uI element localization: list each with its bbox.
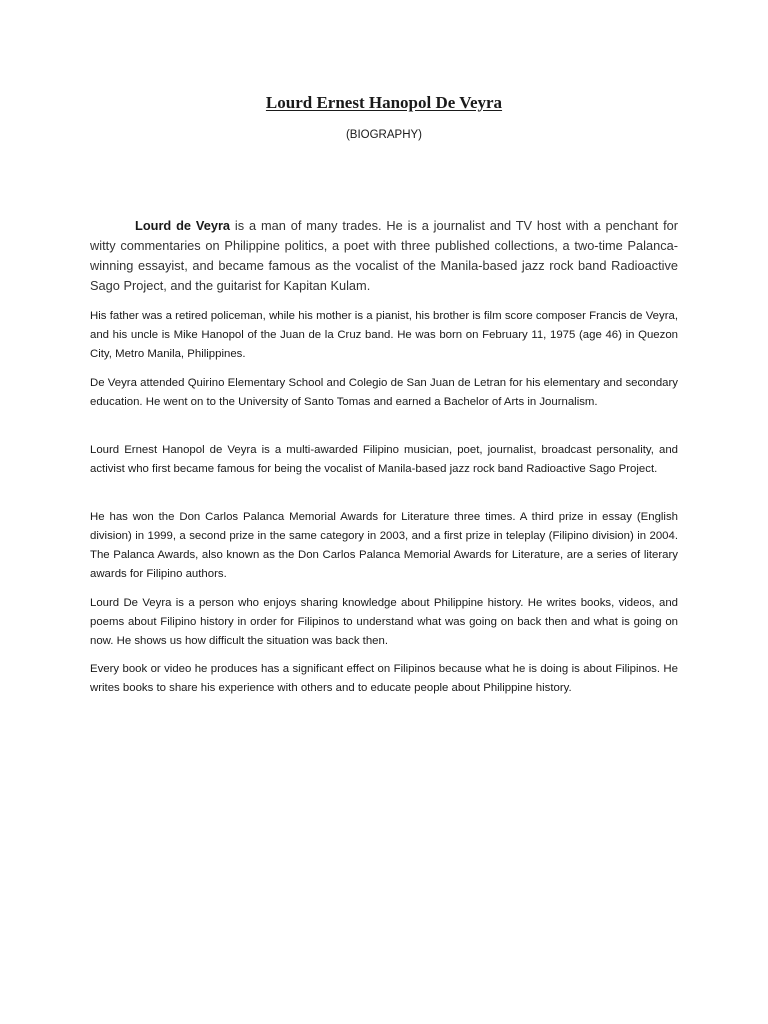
paragraph-education: De Veyra attended Quirino Elementary School and Colegio de San Juan de Letran for his elementary and secondary education. He went on to the University of Santo Tomas and earned a Bachelor of Arts in Journalism. — [90, 377, 678, 408]
paragraph-awards: He has won the Don Carlos Palanca Memorial Awards for Literature three times. A third prize in essay (English division) in 1999, a second prize in the same category in 2003, and a first prize in teleplay (Filipino division) in 2004. The Palanca Awards, also known as the Don Carlos Palanca Memorial Awards for Literature, are a series of literary awards for Filipino authors. — [90, 511, 678, 580]
paragraph-career: Lourd Ernest Hanopol de Veyra is a multi-awarded Filipino musician, poet, journalist, broadcast personality, and activist who first became famous for being the vocalist of Manila-based jazz rock band Radioactive Sago Project. — [90, 444, 678, 475]
paragraph-family-birth: His father was a retired policeman, while his mother is a pianist, his brother is film score composer Francis de Veyra, and his uncle is Mike Hanopol of the Juan de la Cruz band. He was born on February 11, 1975 (age 46) in Quezon City, Metro Manila, Philippines. — [90, 310, 678, 360]
intro-paragraph — [90, 216, 678, 296]
paragraph-history: Lourd De Veyra is a person who enjoys sharing knowledge about Philippine history. He writes books, videos, and poems about Filipino history in order for Filipinos to understand what was going on back then and what is going on now. He shows us how difficult the situation was back then. — [90, 597, 678, 647]
intro-lead-name: Lourd de Veyra — [135, 218, 231, 233]
paragraph-impact: Every book or video he produces has a significant effect on Filipinos because what he is doing is about Filipinos. He writes books to share his experience with others and to educate people about Philippine history. — [90, 663, 678, 694]
document-title: Lourd Ernest Hanopol De Veyra — [265, 93, 503, 112]
document-subtitle: (BIOGRAPHY) — [345, 129, 423, 141]
intro-text: is a man of many trades. He is a journalist and TV host with a penchant for witty commentaries on Philippine politics, a poet with three published collections, a two-time Palanca-winning essayist, and became famous as the vocalist of the Manila-based jazz rock band Radioactive Sago Project, and the guitarist for Kapitan Kulam. — [90, 218, 678, 293]
